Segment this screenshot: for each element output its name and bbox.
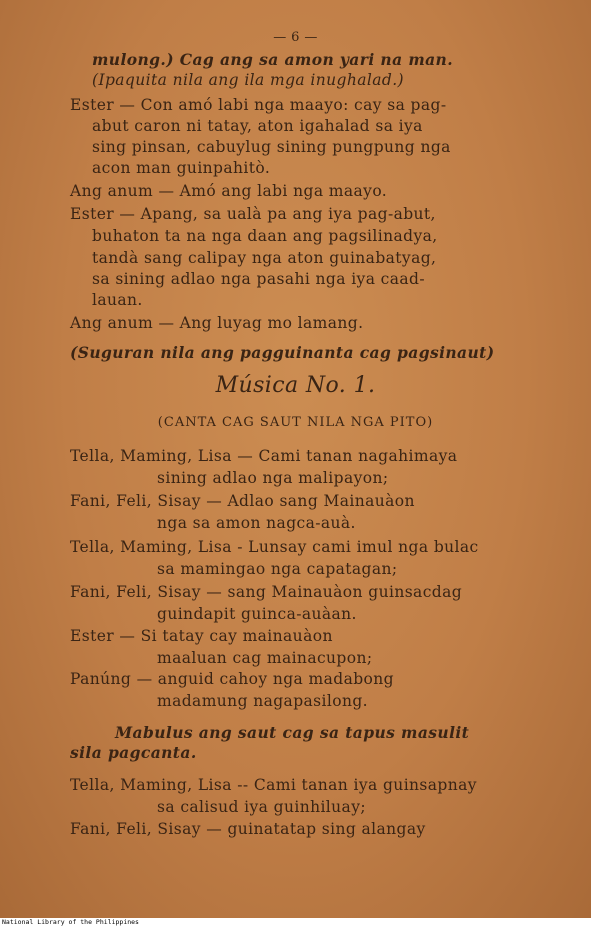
verse-line-12: madamung nagapasilong. <box>157 692 368 710</box>
stage-direction-2: (Suguran nila ang pagguinanta cag pagsinaut) <box>70 343 495 362</box>
text-line-9: buhaton ta na nga daan ang pagsilinadya, <box>92 227 438 245</box>
footer-credit: National Library of the Philippines <box>2 918 139 926</box>
text-line-8: Ester — Apang, sa ualà pa ang iya pag-abut, <box>70 205 436 223</box>
text-line-10: tandà sang calipay nga aton guinabatyag, <box>92 249 437 267</box>
text-line-7: Ang anum — Amó ang labi nga maayo. <box>70 182 388 200</box>
footer-bar <box>0 918 591 927</box>
text-line-1: mulong.) Cag ang sa amon yari na man. <box>92 50 454 69</box>
page-number: — 6 — <box>273 30 318 45</box>
stage-direction-3: Mabulus ang saut cag sa tapus masulit <box>115 723 470 742</box>
verse-line-1: Tella, Maming, Lisa — Cami tanan nagahimaya <box>70 447 458 465</box>
section-subheading: (CANTA CAG SAUT NILA NGA PITO) <box>157 415 434 430</box>
text-line-6: acon man guinpahitò. <box>92 159 271 177</box>
text-line-12: lauan. <box>92 291 143 309</box>
text-line-3: Ester — Con amó labi nga maayo: cay sa pag- <box>70 96 447 114</box>
verse-line-5: Tella, Maming, Lisa - Lunsay cami imul nga bulac <box>70 538 479 556</box>
verse-line-3: Fani, Feli, Sisay — Adlao sang Mainauàon <box>70 492 415 510</box>
section-heading: Música No. 1. <box>215 373 376 398</box>
verse-line-13: Tella, Maming, Lisa -- Cami tanan iya guinsapnay <box>70 776 477 794</box>
text-line-13: Ang anum — Ang luyag mo lamang. <box>70 314 364 332</box>
verse-line-4: nga sa amon nagca-auà. <box>157 514 356 532</box>
verse-line-11: Panúng — anguid cahoy nga madabong <box>70 670 394 688</box>
text-line-11: sa sining adlao nga pasahi nga iya caad- <box>92 270 426 288</box>
verse-line-8: guindapit guinca-auàan. <box>157 605 357 623</box>
verse-line-14: sa calisud iya guinhiluay; <box>157 798 366 816</box>
stage-direction-1: (Ipaquita nila ang ila mga inughalad.) <box>92 71 404 89</box>
verse-line-9: Ester — Si tatay cay mainauàon <box>70 627 333 645</box>
verse-line-10: maaluan cag mainacupon; <box>157 649 373 667</box>
verse-line-2: sining adlao nga malipayon; <box>157 469 389 487</box>
verse-line-6: sa mamingao nga capatagan; <box>157 560 398 578</box>
text-line-4: abut caron ni tatay, aton igahalad sa iya <box>92 117 423 135</box>
verse-line-7: Fani, Feli, Sisay — sang Mainauàon guinsacdag <box>70 583 463 601</box>
verse-line-15: Fani, Feli, Sisay — guinatatap sing alangay <box>70 820 426 838</box>
stage-direction-4: sila pagcanta. <box>70 743 197 762</box>
text-line-5: sing pinsan, cabuylug sining pungpung nga <box>92 138 451 156</box>
